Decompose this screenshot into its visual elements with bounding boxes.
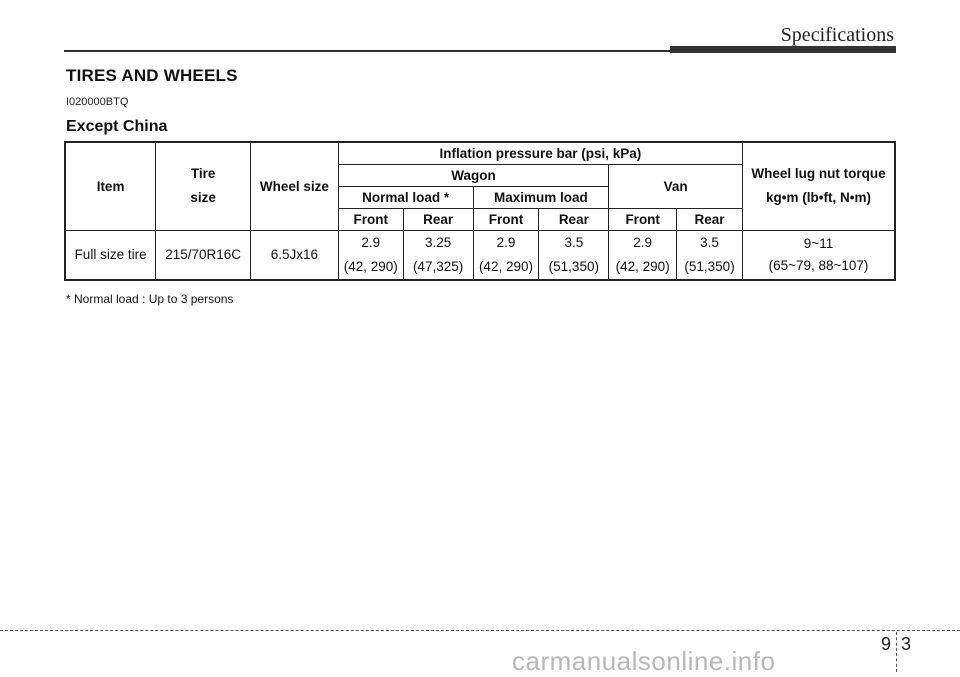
cell-value-bar: 2.9 (496, 234, 516, 250)
cell-item: Full size tire (65, 230, 156, 280)
header-van: Van (609, 164, 743, 208)
watermark: carmanualsonline.info (512, 646, 776, 676)
cell-wheel-size: 6.5Jx16 (251, 230, 339, 280)
cell-value-detail: (51,350) (684, 258, 735, 274)
cell-torque-detail: (65~79, 88~107) (768, 257, 869, 273)
cell-value-detail: (51,350) (548, 258, 599, 274)
header-wagon-normal-front: Front (338, 208, 403, 230)
cell-torque (743, 230, 895, 280)
tires-wheels-table (64, 141, 896, 281)
header-wagon-max-front: Front (473, 208, 539, 230)
header-tire-line2: size (190, 190, 216, 206)
cell-van-front (609, 230, 677, 280)
header-rule-thin (64, 50, 670, 52)
cell-wagon-normal-front (338, 230, 403, 280)
header-torque-line2: kg•m (lb•ft, N•m) (766, 190, 871, 206)
cell-wagon-max-rear (539, 230, 609, 280)
cell-value-detail: (42, 290) (343, 258, 398, 274)
header-torque (743, 142, 895, 230)
cell-value-bar: 3.25 (424, 234, 452, 250)
cell-tire-size: 215/70R16C (156, 230, 251, 280)
header-torque-line1: Wheel lug nut torque (751, 166, 886, 182)
page-number-divider (896, 632, 897, 672)
cell-wagon-max-front (473, 230, 539, 280)
header-rule-thick (670, 46, 896, 53)
cell-torque-value: 9~11 (803, 235, 834, 251)
header-wheel-size: Wheel size (251, 142, 339, 230)
cell-value-detail: (42, 290) (478, 258, 533, 274)
cell-value-bar: 2.9 (633, 234, 653, 250)
cell-van-rear (677, 230, 743, 280)
cell-value-detail: (42, 290) (615, 258, 670, 274)
header-item: Item (65, 142, 156, 230)
header-wagon: Wagon (338, 164, 608, 186)
header-van-front: Front (609, 208, 677, 230)
cell-value-bar: 3.5 (564, 234, 584, 250)
cell-value-detail: (47,325) (412, 258, 464, 274)
cell-value-bar: 3.5 (700, 234, 719, 250)
header-maximum-load: Maximum load (473, 186, 609, 208)
chapter-number: 9 (881, 634, 892, 654)
footer-dashed-rule (0, 630, 960, 631)
cell-value-bar: 2.9 (361, 234, 381, 250)
table-row (65, 230, 895, 280)
section-title: TIRES AND WHEELS (66, 66, 238, 85)
cell-wagon-normal-rear (403, 230, 473, 280)
section-code: I020000BTQ (66, 96, 129, 108)
header-tire-size (156, 142, 251, 230)
footnote: * Normal load : Up to 3 persons (66, 292, 234, 306)
header-inflation: Inflation pressure bar (psi, kPa) (338, 142, 742, 164)
header-normal-load: Normal load * (338, 186, 473, 208)
header-tire-line1: Tire (190, 166, 216, 182)
header-van-rear: Rear (677, 208, 743, 230)
section-subtitle: Except China (66, 118, 168, 135)
running-header-title: Specifications (780, 24, 894, 46)
header-wagon-max-rear: Rear (539, 208, 609, 230)
header-wagon-normal-rear: Rear (403, 208, 473, 230)
page-number: 3 (901, 634, 912, 654)
